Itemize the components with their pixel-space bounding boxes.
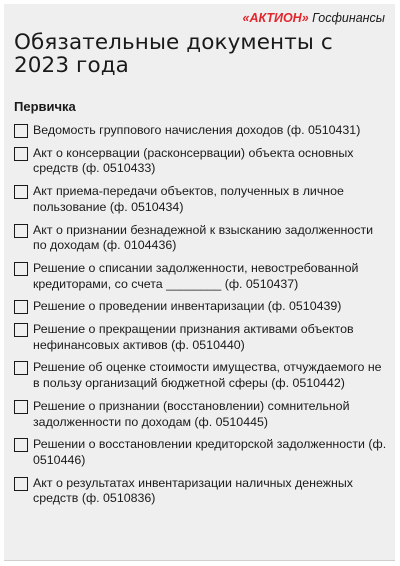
checklist-item-label: Решение о списании задолженности, невостребованной кредиторами, со счета ________ (ф. 0510437) bbox=[33, 260, 359, 291]
checkbox[interactable] bbox=[14, 124, 28, 138]
checklist-item-label: Акт приема-передачи объектов, полученных в личное пользование (ф. 0510434) bbox=[33, 184, 344, 214]
checklist-item-label: Решении о восстановлении кредиторской задолженности (ф. 0510446) bbox=[33, 437, 387, 467]
checkbox[interactable] bbox=[14, 400, 28, 414]
checklist-item bbox=[14, 261, 389, 292]
checklist-item-label: Решение о прекращении признания активами объектов нефинансовых активов (ф. 0510440) bbox=[33, 322, 354, 352]
checklist-item bbox=[14, 399, 389, 430]
checkbox[interactable] bbox=[14, 147, 28, 161]
page-title: Обязательные документы с 2023 года bbox=[14, 30, 333, 78]
checklist-item-label: Решение о проведении инвентаризации (ф. 0510439) bbox=[33, 299, 342, 314]
checklist-item-label: Акт о результатах инвентаризации наличных денежных средств (ф. 0510836) bbox=[33, 475, 353, 506]
checklist-item-label: Решение о признании (восстановлении) сомнительной задолженности по доходам (ф. 0510445) bbox=[33, 398, 350, 429]
checklist-item-label: Ведомость группового начисления доходов (ф. 0510431) bbox=[33, 123, 361, 137]
document-card bbox=[4, 4, 395, 561]
checklist-item bbox=[14, 184, 389, 215]
checkbox[interactable] bbox=[14, 300, 28, 314]
section-title: Первичка bbox=[14, 99, 76, 114]
checkbox[interactable] bbox=[14, 477, 28, 491]
checklist-item bbox=[14, 322, 389, 353]
checklist-item bbox=[14, 146, 389, 177]
brand-name-main: «АКТИОН» bbox=[242, 11, 309, 25]
checklist-item bbox=[14, 123, 389, 139]
checklist-item bbox=[14, 299, 389, 315]
checklist-item-label: Решение об оценке стоимости имущества, отчуждаемого не в пользу организаций бюджетной сферы (ф. 0510442) bbox=[33, 360, 382, 391]
checklist-item bbox=[14, 437, 389, 468]
checkbox[interactable] bbox=[14, 262, 28, 276]
checkbox[interactable] bbox=[14, 185, 28, 199]
checklist-item bbox=[14, 476, 389, 507]
checklist-item-label: Акт о признании безнадежной к взысканию задолженности по доходам (ф. 0104436) bbox=[33, 222, 374, 253]
checkbox[interactable] bbox=[14, 224, 28, 238]
checkbox[interactable] bbox=[14, 438, 28, 452]
checklist bbox=[14, 123, 389, 514]
checklist-item bbox=[14, 360, 389, 391]
checkbox[interactable] bbox=[14, 361, 28, 375]
brand-logo bbox=[243, 10, 386, 26]
checkbox[interactable] bbox=[14, 323, 28, 337]
checklist-item-label: Акт о консервации (расконсервации) объекта основных средств (ф. 0510433) bbox=[33, 145, 354, 176]
brand-name-sub: Госфинансы bbox=[312, 11, 385, 25]
checklist-item bbox=[14, 223, 389, 254]
divider bbox=[4, 560, 395, 561]
